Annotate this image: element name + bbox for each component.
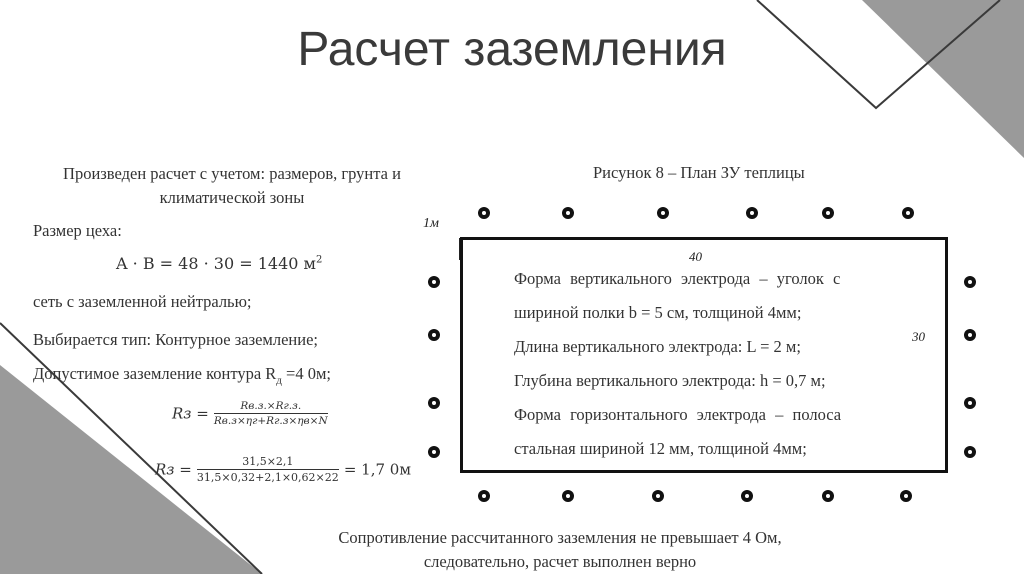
- electrode-icon: [652, 490, 664, 502]
- grounding-type: Выбирается тип: Контурное заземление;: [33, 330, 318, 349]
- formula-numeric-numerator: 31,5×2,1: [197, 455, 339, 470]
- formula-general: [172, 400, 328, 427]
- conclusion-line-2: следовательно, расчет выполнен верно: [423, 552, 697, 571]
- electrode-icon: [428, 397, 440, 409]
- electrode-icon: [657, 207, 669, 219]
- electrode-icon: [741, 490, 753, 502]
- allowed-suffix: =4 0м;: [281, 364, 331, 383]
- formula-numeric-lhs: Rз =: [155, 460, 192, 479]
- figure-caption: Рисунок 8 – План ЗУ теплицы: [593, 163, 805, 182]
- electrode-line-2: шириной полки b = 5 см, толщиной 4мм;: [514, 303, 802, 322]
- dimension-40: 40: [689, 249, 702, 264]
- electrode-icon: [964, 397, 976, 409]
- allowed-resistance: [33, 364, 331, 386]
- electrode-icon: [562, 207, 574, 219]
- conclusion-line-1: Сопротивление рассчитанного заземления не превышает 4 Ом,: [338, 528, 782, 547]
- electrode-icon: [964, 329, 976, 341]
- dimension-30: 30: [912, 329, 925, 344]
- area-formula-text: A · B = 48 · 30 = 1440 м: [116, 254, 316, 273]
- area-exponent: 2: [315, 254, 323, 266]
- electrode-icon: [822, 207, 834, 219]
- electrode-icon: [900, 490, 912, 502]
- electrode-line-1: Форма вертикального электрода – уголок с: [514, 269, 841, 288]
- electrode-line-5: Форма горизонтального электрода – полоса: [514, 405, 842, 424]
- formula-general-fraction: [214, 400, 328, 427]
- formula-general-numerator: Rв.з.×Rг.з.: [214, 400, 328, 414]
- electrode-icon: [478, 490, 490, 502]
- electrode-icon: [428, 329, 440, 341]
- intro-line-1: Произведен расчет с учетом: размеров, грунта и: [63, 164, 401, 183]
- electrode-icon: [428, 276, 440, 288]
- electrode-description: [514, 262, 841, 466]
- allowed-prefix: Допустимое заземление контура R: [33, 364, 277, 383]
- electrode-icon: [746, 207, 758, 219]
- formula-numeric: [155, 455, 411, 484]
- electrode-icon: [822, 490, 834, 502]
- electrode-icon: [428, 446, 440, 458]
- formula-general-denominator: Rв.з×ηг+Rг.з×ηв×N: [213, 415, 328, 427]
- electrode-line-6: стальная шириной 12 мм, толщиной 4мм;: [514, 439, 807, 458]
- network-text: сеть с заземленной нейтралью;: [33, 292, 252, 311]
- allowed-sub: д: [276, 374, 282, 387]
- electrode-icon: [902, 207, 914, 219]
- formula-numeric-denominator: 31,5×0,32+2,1×0,62×22: [196, 471, 339, 484]
- area-formula: [116, 254, 322, 273]
- electrode-icon: [562, 490, 574, 502]
- formula-numeric-result: = 1,7 0м: [343, 460, 412, 479]
- formula-general-lhs: Rз =: [172, 404, 209, 423]
- electrode-icon: [964, 276, 976, 288]
- electrode-line-3: Длина вертикального электрода: L = 2 м;: [514, 337, 801, 356]
- formula-numeric-fraction: [197, 455, 339, 484]
- intro-line-2: климатической зоны: [159, 188, 305, 207]
- dimension-1m: 1м: [423, 216, 439, 231]
- electrode-icon: [478, 207, 490, 219]
- electrode-icon: [964, 446, 976, 458]
- slide-title: Расчет заземления: [297, 23, 727, 76]
- electrode-line-4: Глубина вертикального электрода: h = 0,7 м;: [514, 371, 826, 390]
- size-label: Размер цеха:: [33, 221, 122, 240]
